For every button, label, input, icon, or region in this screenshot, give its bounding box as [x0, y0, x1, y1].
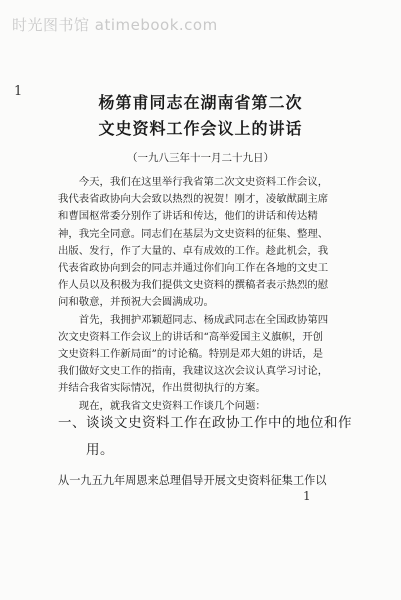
body-continuation-line: 从一九五九年周恩来总理倡导开展文史资料征集工作以 [58, 474, 327, 487]
body-paragraphs: 今天，我们在这里举行我省第二次文史资料工作会议， 我代表省政协向大会致以热烈的祝贺！刚才，凌敏猷副主席 和曹国枢常委分别作了讲话和传达，他们的讲话和传达精 神，我完全同意。同志们在基层为文史资料的征集、整理、 出版、发行，作了大量的、卓有成效的工作。趁此机会，我 代表省政协向到会的同志并通过你们向工作在各地的文史工 作人员以及积极为我们提供文史资料的撰稿者表示热烈的慰 问和敬意，并预祝大会圆满成功。 首先，我拥护邓颖超同志、杨成武同志在全国政协第四 次文史资料工作会议上的讲话和“高举爱国主义旗帜，开创 文史资料工作新局面”的讨论稿。特别是邓大姐的讲话，是 我们做好文史工作的指南，我建议这次会议认真学习讨论， 并结合我省实际情况，作出贯彻执行的方案。 现在，就我省文史资料工作谈几个问题： [58, 176, 329, 412]
title-line-1: 杨第甫同志在湖南省第二次 [98, 93, 303, 112]
title-line-2: 文史资料工作会议上的讲话 [98, 119, 303, 138]
speech-date: （一九八三年十一月二十九日） [127, 152, 274, 164]
footer-mark: 1 [303, 489, 311, 503]
margin-mark: 1 [14, 84, 23, 99]
section-heading: 一、谈谈文史资料工作在政协工作中的地位和作 用。 [58, 415, 352, 458]
watermark: 时光图书馆 atimebook.com [12, 16, 218, 34]
